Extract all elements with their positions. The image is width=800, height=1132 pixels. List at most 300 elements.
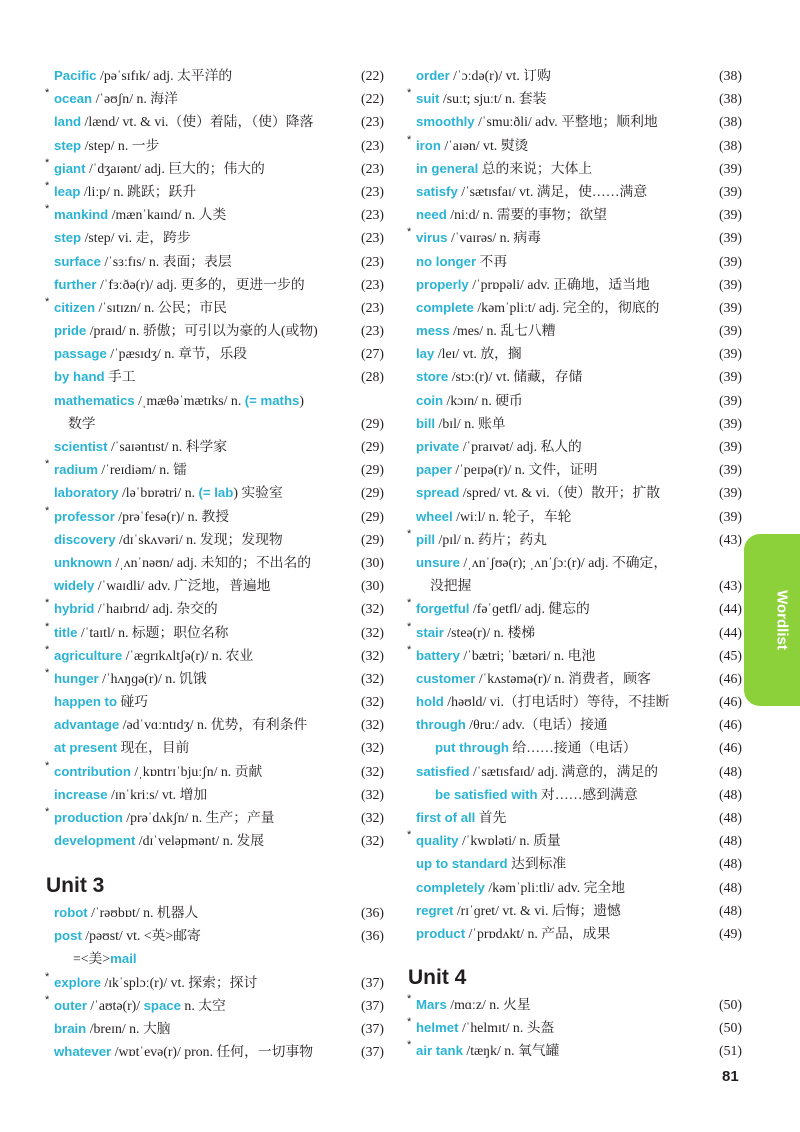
entry-definition-secondary: n. 太空: [180, 997, 226, 1013]
entry-term: hybrid: [54, 601, 95, 617]
entry-term: iron: [416, 137, 441, 153]
entry-definition: /ləˈbɒrətri/ n.: [118, 485, 199, 501]
entry-text: [416, 346, 522, 361]
entry-page-ref: (43): [719, 578, 742, 594]
entry-definition: /lænd/ vt. & vi.（使）着陆，（使）降落: [81, 114, 314, 130]
entry-page-ref: (29): [361, 531, 384, 547]
entry-term: brain: [54, 1020, 87, 1036]
wordlist-entry: [54, 994, 384, 1017]
entry-text: [435, 740, 637, 755]
entry-definition: /ˈtaɪtl/ n. 标题；职位名称: [77, 624, 229, 640]
wordlist-entry: [416, 528, 742, 551]
entry-definition: /ˈkʌstəmə(r)/ n. 消费者，顾客: [475, 670, 651, 686]
entry-text: [54, 671, 207, 686]
entry-text: [416, 161, 592, 176]
entry-term: radium: [54, 462, 98, 478]
entry-definition: /ˈhaɪbrɪd/ adj. 杂交的: [94, 601, 218, 617]
entry-text: [54, 393, 304, 408]
entry-text: [54, 277, 305, 292]
entry-definition: /step/ n. 一步: [81, 137, 160, 153]
wordlist-entry: [54, 760, 384, 783]
entry-term-secondary: (= lab: [198, 485, 234, 501]
entry-page-ref: (46): [719, 717, 742, 733]
entry-definition: /liːp/ n. 跳跃；跃升: [80, 183, 197, 199]
entry-definition: /prəˈdʌkʃn/ n. 生产；产量: [122, 810, 275, 825]
entry-text: [54, 485, 283, 500]
wordlist-entry: [416, 435, 742, 458]
entry-term: helmet: [416, 1020, 459, 1036]
entry-page-ref: (36): [361, 905, 384, 920]
entry-term: complete: [416, 299, 474, 315]
entry-text: [416, 114, 658, 129]
entry-text: [54, 975, 257, 990]
entry-term: first of all: [416, 810, 476, 825]
entry-page-ref: (22): [361, 91, 384, 107]
entry-definition: /ˈreɪdiəm/ n. 镭: [97, 462, 187, 478]
entry-text: [416, 648, 595, 663]
entry-page-ref: (48): [719, 902, 742, 918]
entry-text: [54, 369, 136, 384]
entry-page-ref: (32): [361, 694, 384, 710]
entry-page-ref: (32): [361, 740, 384, 756]
wordlist-entry: [54, 667, 384, 690]
entry-page-ref: (38): [719, 137, 742, 153]
entry-term: mathematics: [54, 392, 135, 408]
entry-term: properly: [416, 276, 469, 292]
wordlist-entry: [54, 971, 384, 994]
right-column: [416, 64, 742, 945]
entry-definition: /ˈpæsɪdʒ/ n. 章节，乐段: [106, 346, 248, 362]
entry-text: [430, 578, 471, 593]
wordlist-entry: [54, 203, 384, 226]
entry-text: [416, 439, 582, 454]
entry-text: [54, 300, 227, 315]
entry-term: bill: [416, 415, 436, 431]
entry-page-ref: (39): [719, 369, 742, 385]
entry-text: [416, 393, 523, 408]
wordlist-entry: [54, 505, 384, 528]
entry-text: [54, 717, 307, 732]
entry-term: contribution: [54, 763, 131, 779]
left-column: [54, 64, 384, 852]
entry-page-ref: (50): [719, 1020, 742, 1036]
entry-definition: /ˈsɜːfɪs/ n. 表面；表层: [100, 253, 232, 269]
unit-4-heading: Unit 4: [408, 966, 467, 989]
wordlist-entry: [416, 1039, 742, 1062]
entry-term: agriculture: [54, 647, 123, 663]
wordlist-entry: [54, 110, 384, 133]
entry-text: [54, 1021, 171, 1036]
entry-term: increase: [54, 786, 108, 802]
entry-page-ref: (39): [719, 183, 742, 199]
entry-term: order: [416, 68, 450, 83]
entry-term: be satisfied with: [435, 786, 538, 802]
entry-text: [416, 625, 535, 640]
entry-text: [416, 184, 647, 199]
entry-text: [416, 856, 566, 871]
entry-text: [416, 1043, 559, 1058]
wordlist-entry: [416, 157, 742, 180]
entry-term: mess: [416, 323, 450, 339]
entry-text: [416, 485, 660, 500]
entry-definition: /niːd/ n. 需要的事物；欲望: [446, 207, 607, 223]
entry-page-ref: (23): [361, 183, 384, 199]
entry-page-ref: (30): [361, 554, 384, 570]
entry-page-ref: (28): [361, 369, 384, 385]
entry-term: laboratory: [54, 485, 119, 501]
entry-term: unknown: [54, 554, 112, 570]
entry-definition: /ˈrəʊbɒt/ n. 机器人: [87, 905, 199, 920]
entry-definition-secondary: ) 实验室: [233, 485, 283, 501]
entry-term: whatever: [54, 1044, 112, 1060]
entry-definition: /breɪn/ n. 大脑: [86, 1020, 171, 1036]
entry-text: [416, 601, 590, 616]
entry-definition: /ˈwaɪdli/ adv. 广泛地，普遍地: [94, 578, 271, 594]
entry-page-ref: (29): [361, 415, 384, 431]
entry-page-ref: (23): [361, 276, 384, 292]
entry-text: [54, 346, 247, 361]
wordlist-entry: [416, 87, 742, 110]
wordlist-entry: [416, 783, 742, 806]
entry-term: outer: [54, 997, 87, 1013]
entry-term: private: [416, 439, 460, 454]
entry-term: customer: [416, 670, 476, 686]
entry-text: [416, 555, 667, 570]
entry-page-ref: (37): [361, 1020, 384, 1036]
entry-term: production: [54, 810, 123, 825]
entry-definition: /ədˈvɑːntɪdʒ/ n. 优势，有利条件: [119, 717, 308, 733]
entry-definition: /fəˈɡetfl/ adj. 健忘的: [469, 601, 590, 617]
entry-text: [54, 833, 264, 848]
wordlist-entry: [416, 481, 742, 504]
entry-page-ref: (37): [361, 1044, 384, 1060]
wordlist-entry: [54, 783, 384, 806]
wordlist-entry: [54, 806, 384, 829]
entry-text: [54, 740, 189, 755]
entry-term: step: [54, 137, 82, 153]
entry-definition: 达到标准: [507, 856, 567, 872]
wordlist-entry: [54, 551, 384, 574]
entry-page-ref: (23): [361, 253, 384, 269]
entry-page-ref: (32): [361, 833, 384, 849]
entry-definition: /ˈvaɪrəs/ n. 病毒: [447, 230, 542, 246]
wordlist-entry: [416, 273, 742, 296]
entry-term: ocean: [54, 91, 93, 107]
entry-term: regret: [416, 902, 454, 918]
entry-definition: /tæŋk/ n. 氧气罐: [462, 1043, 560, 1059]
entry-page-ref: (29): [361, 439, 384, 454]
entry-page-ref: (48): [719, 786, 742, 802]
wordlist-entry: [54, 180, 384, 203]
wordlist-entry: [416, 644, 742, 667]
wordlist-entry: [54, 435, 384, 458]
entry-definition: 没把握: [430, 578, 472, 594]
entry-page-ref: (48): [719, 833, 742, 849]
wordlist-entry: [416, 110, 742, 133]
entry-text: [416, 300, 659, 315]
entry-page-ref: (39): [719, 392, 742, 408]
entry-term: stair: [416, 624, 444, 640]
entry-page-ref: (32): [361, 601, 384, 617]
entry-text: [54, 764, 262, 779]
entry-term: hold: [416, 694, 444, 710]
entry-term: development: [54, 833, 136, 849]
entry-page-ref: (39): [719, 485, 742, 501]
entry-page-ref: (29): [361, 508, 384, 524]
entry-text: [73, 951, 137, 966]
entry-text: [68, 416, 96, 431]
entry-text: [416, 369, 582, 384]
entry-page-ref: (39): [719, 230, 742, 246]
entry-text: [416, 254, 507, 269]
entry-text: [54, 114, 313, 129]
entry-definition: /həʊld/ vi.（打电话时）等待，不挂断: [443, 694, 670, 710]
entry-definition: /steə(r)/ n. 楼梯: [443, 624, 536, 640]
entry-definition: /prəˈfesə(r)/ n. 教授: [114, 508, 229, 524]
wordlist-entry: [416, 993, 742, 1016]
entry-page-ref: (23): [361, 137, 384, 153]
wordlist-entry: [416, 597, 742, 620]
entry-definition: /ˌmæθəˈmætɪks/ n.: [134, 392, 245, 408]
entry-text: [54, 161, 265, 176]
entry-term-secondary: mail: [110, 951, 137, 967]
wordlist-entry: [54, 412, 384, 435]
entry-term: Pacific: [54, 68, 97, 83]
entry-page-ref: (39): [719, 207, 742, 223]
wordlist-entry: [416, 736, 742, 759]
entry-text: [416, 833, 561, 848]
wordlist-entry: [54, 134, 384, 157]
entry-definition: /mænˈkaɪnd/ n. 人类: [108, 207, 227, 223]
entry-term: quality: [416, 833, 459, 849]
entry-text: [54, 625, 228, 640]
wordlist-entry: [54, 901, 384, 924]
wordlist-side-tab[interactable]: [744, 534, 800, 706]
wordlist-tab-label: Wordlist: [773, 590, 791, 650]
entry-page-ref: (46): [719, 670, 742, 686]
entry-page-ref: (36): [361, 928, 384, 944]
entry-text: [416, 532, 547, 547]
entry-definition: /ˈɔːdə(r)/ vt. 订购: [449, 68, 551, 83]
entry-definition: /rɪˈɡret/ vt. & vi. 后悔；遗憾: [453, 902, 621, 918]
wordlist-entry: [54, 736, 384, 759]
wordlist-entry: [54, 319, 384, 342]
entry-definition: /bɪl/ n. 账单: [435, 415, 506, 431]
entry-text: [416, 997, 531, 1012]
entry-page-ref: (48): [719, 879, 742, 895]
entry-text: [54, 254, 232, 269]
entry-definition: 数学: [68, 415, 96, 431]
entry-definition: /praɪd/ n. 骄傲；可引以为豪的人(或物): [86, 323, 318, 339]
entry-definition: /pəʊst/ vt. <英>邮寄: [81, 928, 201, 944]
entry-definition: /ˈpraɪvət/ adj. 私人的: [459, 439, 582, 454]
wordlist-entry: [416, 829, 742, 852]
entry-definition: /ɪkˈsplɔː(r)/ vt. 探索；探讨: [100, 974, 258, 990]
wordlist-entry: [416, 458, 742, 481]
entry-definition: /ˈaʊtə(r)/: [86, 997, 144, 1013]
wordlist-entry: [416, 296, 742, 319]
entry-definition: /ˈhelmɪt/ n. 头盔: [458, 1020, 555, 1036]
unit-3-heading: Unit 3: [46, 874, 105, 897]
wordlist-entry: [416, 226, 742, 249]
entry-text: [54, 439, 227, 454]
entry-definition: /ˈhʌŋɡə(r)/ n. 饥饿: [98, 670, 207, 686]
entry-page-ref: (38): [719, 114, 742, 130]
entry-term: scientist: [54, 439, 108, 454]
wordlist-entry: [54, 64, 384, 87]
entry-page-ref: (32): [361, 786, 384, 802]
wordlist-entry: [54, 1040, 384, 1063]
entry-term-secondary: space: [143, 997, 181, 1013]
entry-page-ref: (27): [361, 346, 384, 362]
entry-definition: /mɑːz/ n. 火星: [446, 997, 531, 1012]
wordlist-entry: [416, 713, 742, 736]
entry-term: satisfy: [416, 183, 458, 199]
entry-text: [54, 694, 148, 709]
wordlist-entry: [416, 365, 742, 388]
wordlist-entry: [416, 574, 742, 597]
page-number: 81: [722, 1068, 739, 1085]
entry-text: [416, 880, 625, 895]
wordlist-entry: [416, 180, 742, 203]
entry-definition: /ˈpeɪpə(r)/ n. 文件，证明: [451, 462, 598, 478]
entry-text: [416, 509, 571, 524]
wordlist-entry: [54, 528, 384, 551]
wordlist-entry: [416, 899, 742, 922]
wordlist-entry: [416, 760, 742, 783]
entry-text: [54, 230, 191, 245]
entry-definition: 对……感到满意: [537, 786, 638, 802]
entry-definition: /stɔː(r)/ vt. 储藏，存储: [448, 369, 583, 385]
right-column-unit4: [416, 993, 742, 1063]
wordlist-entry: [54, 250, 384, 273]
entry-term: suit: [416, 91, 440, 107]
entry-definition: /ˈsmuːðli/ adv. 平整地；顺利地: [474, 114, 658, 130]
entry-text: [416, 138, 528, 153]
entry-definition: /wiːl/ n. 轮子，车轮: [452, 508, 572, 524]
entry-text: [416, 91, 546, 106]
entry-page-ref: (45): [719, 647, 742, 663]
entry-text: [54, 509, 229, 524]
entry-page-ref: (39): [719, 160, 742, 176]
entry-term: discovery: [54, 531, 116, 547]
entry-term: store: [416, 369, 449, 385]
wordlist-entry: [416, 505, 742, 528]
entry-page-ref: (44): [719, 601, 742, 617]
entry-definition: /ˈsætɪsfaɪ/ vt. 满足，使……满意: [457, 183, 648, 199]
wordlist-entry: [54, 296, 384, 319]
entry-definition: /ˈprɒpəli/ adv. 正确地，适当地: [468, 276, 650, 292]
entry-definition: /ˈsætɪsfaɪd/ adj. 满意的，满足的: [469, 763, 659, 779]
entry-page-ref: (32): [361, 624, 384, 640]
entry-term: explore: [54, 974, 101, 990]
entry-definition: /wɒtˈevə(r)/ pron. 任何，一切事物: [111, 1044, 314, 1060]
entry-definition: /pəˈsɪfɪk/ adj. 太平洋的: [96, 68, 233, 83]
entry-term-secondary: (= maths: [244, 392, 300, 408]
entry-definition: /ˈaɪən/ vt. 熨烫: [440, 137, 529, 153]
entry-text: [416, 1020, 554, 1035]
entry-page-ref: (49): [719, 925, 742, 941]
entry-term: advantage: [54, 717, 120, 733]
entry-text: [54, 810, 275, 825]
entry-text: [54, 787, 207, 802]
entry-term: battery: [416, 647, 460, 663]
entry-definition: /ˈfɜːðə(r)/ adj. 更多的，更进一步的: [96, 276, 305, 292]
entry-page-ref: (37): [361, 974, 384, 990]
entry-term: pride: [54, 323, 87, 339]
entry-page-ref: (23): [361, 230, 384, 246]
entry-text: [54, 1044, 313, 1059]
entry-page-ref: (44): [719, 624, 742, 640]
entry-term: surface: [54, 253, 101, 269]
entry-page-ref: (46): [719, 694, 742, 710]
entry-text: [54, 998, 226, 1013]
entry-definition: 现在，目前: [117, 740, 190, 756]
entry-text: [416, 717, 608, 732]
entry-page-ref: (23): [361, 207, 384, 223]
entry-page-ref: (29): [361, 462, 384, 478]
entry-page-ref: (38): [719, 91, 742, 107]
wordlist-entry: [54, 273, 384, 296]
wordlist-entry: [416, 852, 742, 875]
entry-page-ref: (32): [361, 670, 384, 686]
wordlist-entry: [54, 389, 384, 412]
wordlist-entry: [416, 690, 742, 713]
wordlist-entry: [54, 947, 384, 970]
entry-text: [54, 578, 270, 593]
wordlist-entry: [416, 134, 742, 157]
wordlist-entry: [416, 319, 742, 342]
entry-term: step: [54, 230, 82, 246]
entry-text: [416, 462, 598, 477]
entry-page-ref: (32): [361, 647, 384, 663]
wordlist-entry: [416, 64, 742, 87]
wordlist-entry: [54, 924, 384, 947]
wordlist-entry: [416, 806, 742, 829]
entry-text: [54, 601, 218, 616]
entry-page-ref: (51): [719, 1043, 742, 1059]
wordlist-entry: [54, 690, 384, 713]
entry-definition: /ˈprɒdʌkt/ n. 产品，成果: [465, 925, 611, 941]
entry-definition: /suːt; sjuːt/ n. 套装: [439, 91, 547, 107]
entry-term: forgetful: [416, 601, 470, 617]
entry-term: by hand: [54, 369, 105, 385]
entry-page-ref: (22): [361, 68, 384, 83]
entry-definition: /dɪˈveləpmənt/ n. 发展: [135, 833, 265, 849]
entry-text: [54, 928, 201, 943]
entry-page-ref: (29): [361, 485, 384, 501]
entry-term: no longer: [416, 253, 477, 269]
wordlist-entry: [416, 412, 742, 435]
entry-definition: /ˈsɪtɪzn/ n. 公民；市民: [95, 299, 227, 315]
entry-definition: /kəmˈpliːtli/ adv. 完全地: [484, 879, 626, 895]
entry-term: citizen: [54, 299, 96, 315]
entry-text: [54, 555, 311, 570]
wordlist-entry: [54, 713, 384, 736]
entry-text: [416, 277, 650, 292]
entry-definition: /ˈkwɒləti/ n. 质量: [458, 833, 561, 849]
entry-term: unsure: [416, 554, 460, 570]
entry-definition: /leɪ/ vt. 放，搁: [434, 346, 522, 362]
entry-text: [54, 905, 198, 920]
entry-term: air tank: [416, 1043, 463, 1059]
entry-text: [54, 184, 196, 199]
entry-page-ref: (32): [361, 763, 384, 779]
entry-definition: /step/ vi. 走，跨步: [81, 230, 191, 246]
entry-term: wheel: [416, 508, 453, 524]
entry-term: passage: [54, 346, 107, 362]
wordlist-entry: [416, 1016, 742, 1039]
